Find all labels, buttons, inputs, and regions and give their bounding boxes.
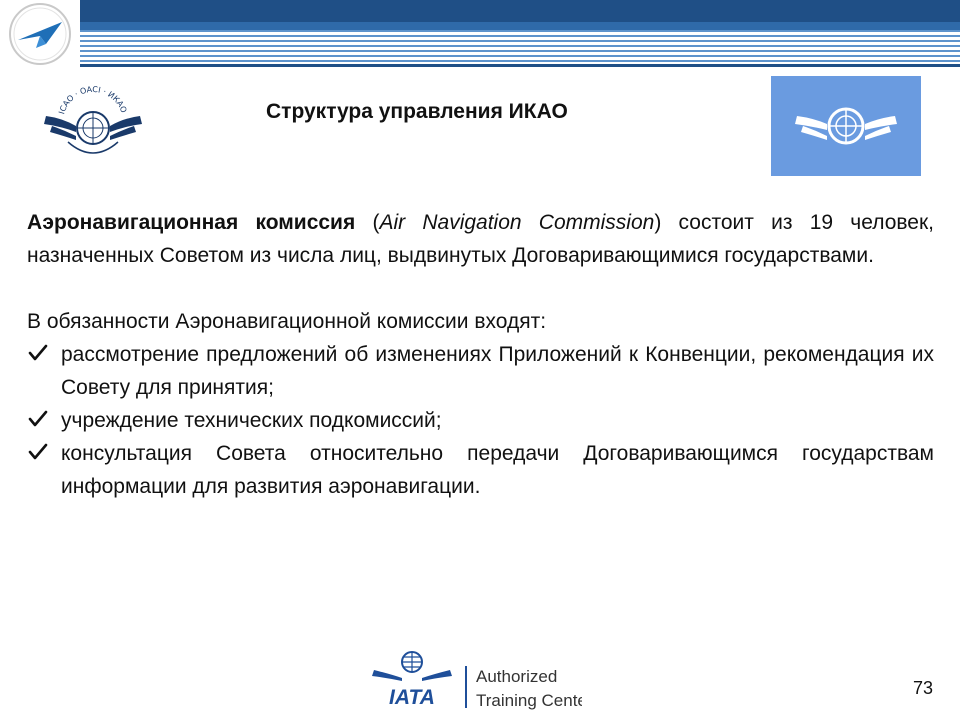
banner-mid-bar bbox=[80, 22, 960, 30]
icao-flag-emblem-icon bbox=[771, 76, 921, 176]
iata-authorized-text: Authorized bbox=[476, 667, 558, 686]
duty-text: рассмотрение предложений об изменениях Приложений к Конвенции, рекомендация их Совету для принятия; bbox=[61, 343, 934, 399]
open-paren: ( bbox=[355, 211, 380, 234]
list-item bbox=[27, 338, 934, 404]
paragraph-spacer bbox=[27, 272, 934, 305]
commission-description: ) состоит из 19 человек, назначенных Советом из числа лиц, выдвинутых Договаривающимися государствами. bbox=[27, 211, 934, 267]
page-number: 73 bbox=[913, 678, 934, 698]
duties-list bbox=[27, 338, 934, 503]
svg-text:ICAO · OACI · ИКАО: ICAO · OACI · ИКАО bbox=[57, 84, 129, 116]
iata-logo bbox=[372, 648, 582, 714]
list-item bbox=[27, 404, 934, 437]
duty-text: консультация Совета относительно передачи Договаривающимся государствам информации для развития аэронавигации. bbox=[61, 442, 934, 498]
body-text bbox=[27, 206, 934, 503]
plane-circle-icon bbox=[0, 0, 80, 68]
slide-title: Структура управления ИКАО bbox=[266, 100, 568, 123]
corner-logo bbox=[0, 0, 80, 68]
check-icon bbox=[27, 338, 49, 371]
iata-wordmark: IATA bbox=[389, 686, 435, 709]
check-icon bbox=[27, 437, 49, 470]
list-item bbox=[27, 437, 934, 503]
commission-name: Аэронавигационная комиссия bbox=[27, 211, 356, 234]
check-icon bbox=[27, 404, 49, 437]
icao-flag bbox=[771, 76, 921, 176]
top-banner bbox=[0, 0, 960, 70]
commission-name-english: Air Navigation Commission bbox=[379, 211, 655, 234]
iata-training-center-text: Training Center bbox=[476, 691, 582, 710]
banner-stripes bbox=[80, 30, 960, 64]
icao-emblem bbox=[38, 80, 148, 168]
iata-logo-icon bbox=[372, 648, 582, 714]
icao-emblem-icon bbox=[38, 80, 148, 168]
duty-text: учреждение технических подкомиссий; bbox=[61, 409, 442, 432]
duties-intro: В обязанности Аэронавигационной комиссии входят: bbox=[27, 310, 547, 333]
commission-paragraph bbox=[27, 206, 934, 272]
banner-bottom-line bbox=[80, 64, 960, 67]
banner-dark-bar bbox=[80, 0, 960, 22]
